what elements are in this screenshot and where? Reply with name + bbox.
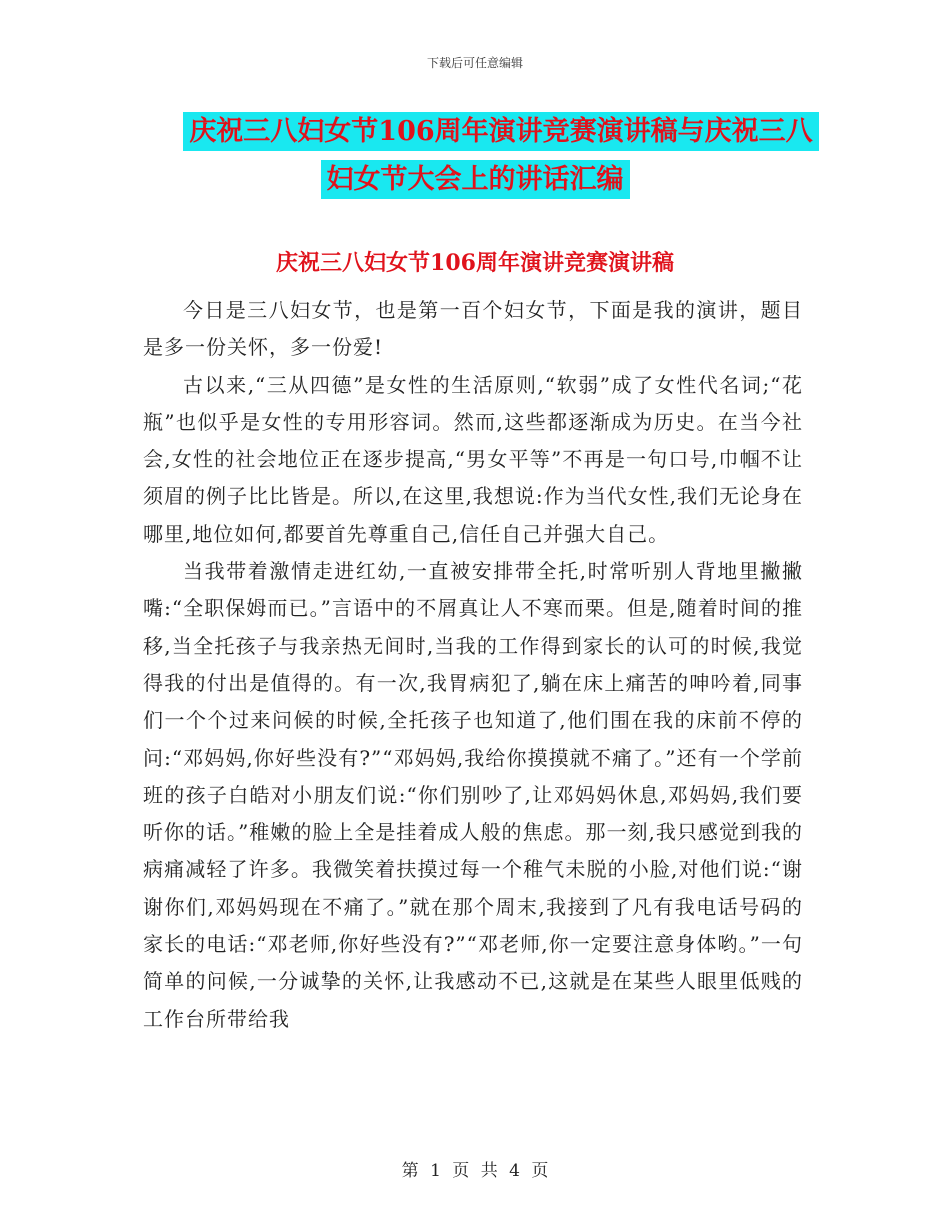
header-note: 下载后可任意编辑 — [426, 56, 523, 70]
document-title — [0, 108, 950, 204]
document-title-line-2: 妇女节大会上的讲话汇编 — [321, 160, 630, 199]
body-text — [143, 292, 803, 1038]
section-title: 庆祝三八妇女节106周年演讲竞赛演讲稿 — [276, 250, 674, 276]
page-number-footer: 第 1 页 共 4 页 — [401, 1161, 549, 1181]
paragraph: 当我带着激情走进红幼,一直被安排带全托,时常听别人背地里撇撇嘴:“全职保姆而已。”言语中的不屑真让人不寒而栗。但是,随着时间的推移,当全托孩子与我亲热无间时,当我的工作得到家长的认可的时候,我觉得我的付出是值得的。有一次,我胃病犯了,躺在床上痛苦的呻吟着,同事们一个个过来问候的时候,全托孩子也知道了,他们围在我的床前不停的问:“邓妈妈,你好些没有?”“邓妈妈,我给你摸摸就不痛了。”还有一个学前班的孩子白皓对小朋友们说:“你们别吵了,让邓妈妈休息,邓妈妈,我们要听你的话。”稚嫩的脸上全是挂着成人般的焦虑。那一刻,我只感觉到我的病痛减轻了许多。我微笑着扶摸过每一个稚气未脱的小脸,对他们说:“谢谢你们,邓妈妈现在不痛了。”就在那个周末,我接到了凡有我电话号码的家长的电话:“邓老师,你好些没有?”“邓老师,你一定要注意身体哟。”一句简单的问候,一分诚挚的关怀,让我感动不已,这就是在某些人眼里低贱的工作台所带给我 — [143, 559, 803, 1031]
paragraph: 今日是三八妇女节，也是第一百个妇女节，下面是我的演讲，题目是多一份关怀，多一份爱! — [143, 298, 803, 360]
document-title-line-1: 庆祝三八妇女节106周年演讲竞赛演讲稿与庆祝三八 — [183, 112, 818, 151]
paragraph: 古以来,“三从四德”是女性的生活原则,“软弱”成了女性代名词;“花瓶”也似乎是女性的专用形容词。然而,这些都逐渐成为历史。在当今社会,女性的社会地位正在逐步提高,“男女平等”不再是一句口号,巾帼不让须眉的例子比比皆是。所以,在这里,我想说:作为当代女性,我们无论身在哪里,地位如何,都要首先尊重自己,信任自己并强大自己。 — [143, 372, 803, 546]
